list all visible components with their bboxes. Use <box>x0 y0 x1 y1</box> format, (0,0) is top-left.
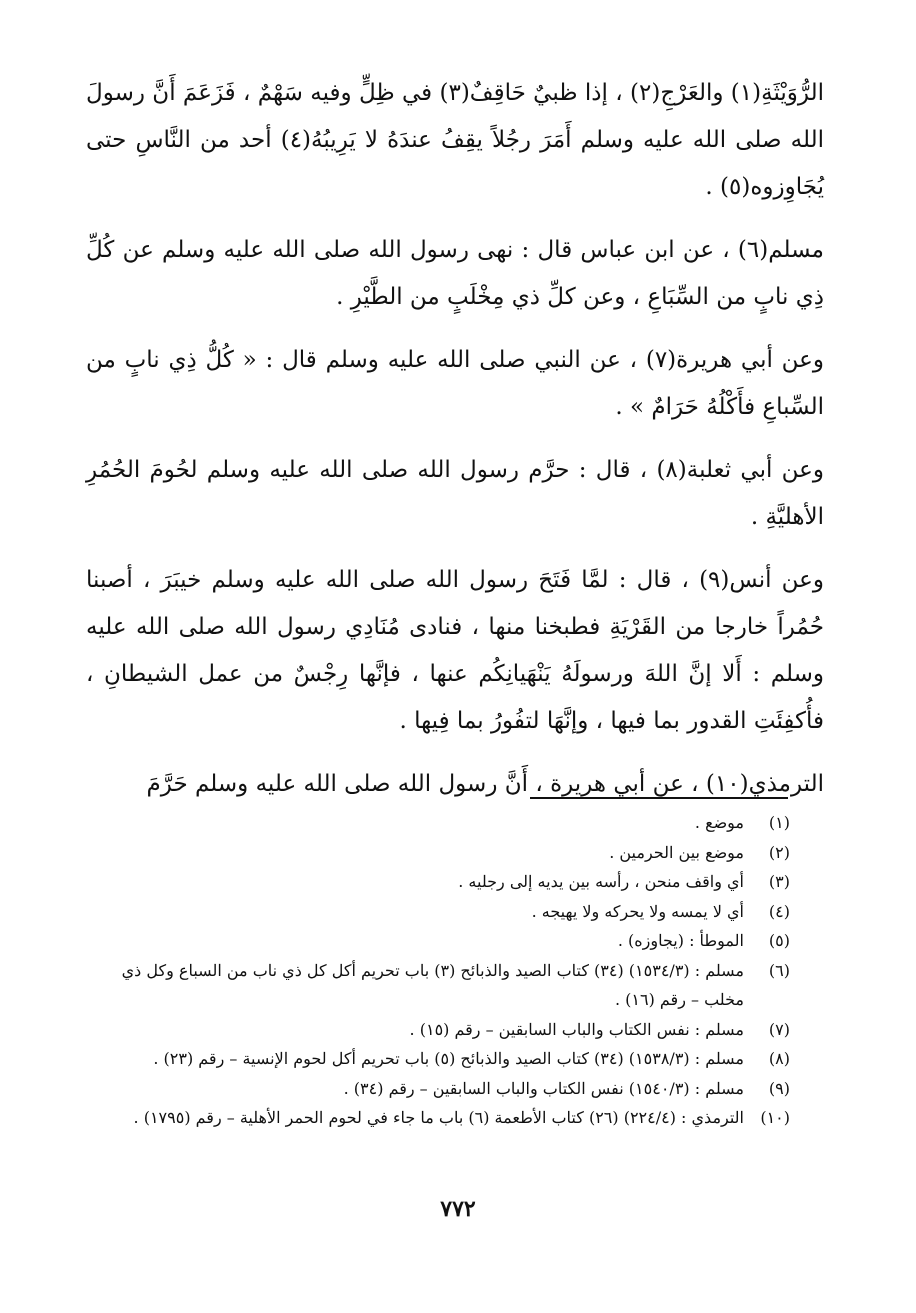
footnote-number: (٣) <box>768 872 790 891</box>
paragraph-6: الترمذي(١٠) ، عن أبي هريرة ، أَنَّ رسول الله صلى الله عليه وسلم حَرَّمَ <box>146 771 824 797</box>
footnote <box>86 1103 790 1133</box>
footnote-number: (٨) <box>768 1049 790 1068</box>
footnote <box>86 1044 790 1074</box>
main-text <box>86 70 824 824</box>
footnote-number: (٦) <box>768 960 790 980</box>
footnote-number: (٢) <box>768 842 790 862</box>
paragraph-4: وعن أبي ثعلبة(٨) ، قال : حرَّم رسول الله صلى الله عليه وسلم لحُومَ الحُمُرِ الأهليَّةِ . <box>86 457 824 530</box>
footnote-text: أي لا يمسه ولا يحركه ولا يهيجه . <box>531 901 744 921</box>
paragraph-2: مسلم(٦) ، عن ابن عباس قال : نهى رسول الله صلى الله عليه وسلم عن كُلِّ ذِي نابٍ من السِّبَاعِ ، وعن كلِّ ذي مِخْلَبٍ من الطَّيْرِ . <box>86 237 824 310</box>
footnote <box>86 1015 790 1045</box>
footnote-divider <box>530 797 788 799</box>
footnote <box>86 838 790 868</box>
footnote <box>86 808 790 838</box>
paragraph-3: وعن أبي هريرة(٧) ، عن النبي صلى الله عليه وسلم قال : « كُلُّ ذِي نابٍ من السِّباعِ فأَكْلُهُ حَرَامٌ » . <box>86 347 824 420</box>
footnote-text: مسلم : (١٥٣٤/٣) (٣٤) كتاب الصيد والذبائح (٣) باب تحريم أكل كل ذي ناب من السباع وكل ذي مخلب – رقم (١٦) . <box>121 960 744 1009</box>
footnote <box>86 956 790 1015</box>
footnote-number: (٩) <box>768 1078 790 1098</box>
footnote-number: (١٠) <box>760 1108 790 1127</box>
footnote-text: مسلم : نفس الكتاب والباب السابقين – رقم (١٥) . <box>409 1019 744 1039</box>
footnotes <box>86 808 790 1133</box>
footnote-number: (٤) <box>768 901 790 921</box>
footnote-text: مسلم : (١٥٤٠/٣) نفس الكتاب والباب السابقين – رقم (٣٤) . <box>343 1078 744 1098</box>
footnote-text: أي واقف منحن ، رأسه بين يديه إلى رجليه . <box>458 872 744 891</box>
footnote <box>86 867 790 897</box>
paragraph-5: وعن أنس(٩) ، قال : لمَّا فَتَحَ رسول الله صلى الله عليه وسلم خيبَرَ ، أصبنا حُمُراً خارجا من القَرْيَةِ فطبخنا منها ، فنادى مُنَادِي رسول الله صلى الله عليه وسلم : أَلا إنَّ اللهَ ورسولَهُ يَنْهَيانِكُم عنها ، فإنَّها رِجْسٌ من عمل الشيطانِ ، فأُكفِئَتِ القدور بما فيها ، وإنَّهَا لتفُورُ بما فِيها . <box>86 567 824 734</box>
footnote-text: مسلم : (١٥٣٨/٣) (٣٤) كتاب الصيد والذبائح (٥) باب تحريم أكل لحوم الإنسية – رقم (٢٣) . <box>153 1049 744 1068</box>
footnote-text: موضع . <box>694 813 744 832</box>
footnote <box>86 926 790 956</box>
paragraph-1: الرُّوَيْثَةِ(١) والعَرْجِ(٢) ، إذا ظبيٌ حَاقِفٌ(٣) في ظِلٍّ وفيه سَهْمٌ ، فَزَعَمَ أَنَّ رسولَ الله صلى الله عليه وسلم أَمَرَ رجُلاً يقِفُ عندَهُ لا يَرِيبُهُ(٤) أحد من النَّاسِ حتى يُجَاوِزوه(٥) . <box>86 80 824 200</box>
footnote-number: (٥) <box>768 931 790 950</box>
footnote-number: (١) <box>768 813 790 832</box>
footnote <box>86 897 790 927</box>
footnote <box>86 1074 790 1104</box>
footnote-text: الترمذي : (٢٢٤/٤) (٢٦) كتاب الأطعمة (٦) باب ما جاء في لحوم الحمر الأهلية – رقم (١٧٩٥) . <box>133 1108 744 1127</box>
footnote-text: الموطأ : (يجاوزه) . <box>617 931 744 950</box>
page-number: ٧٧٢ <box>440 1196 476 1222</box>
footnote-number: (٧) <box>768 1019 790 1039</box>
footnote-text: موضع بين الحرمين . <box>609 842 744 862</box>
